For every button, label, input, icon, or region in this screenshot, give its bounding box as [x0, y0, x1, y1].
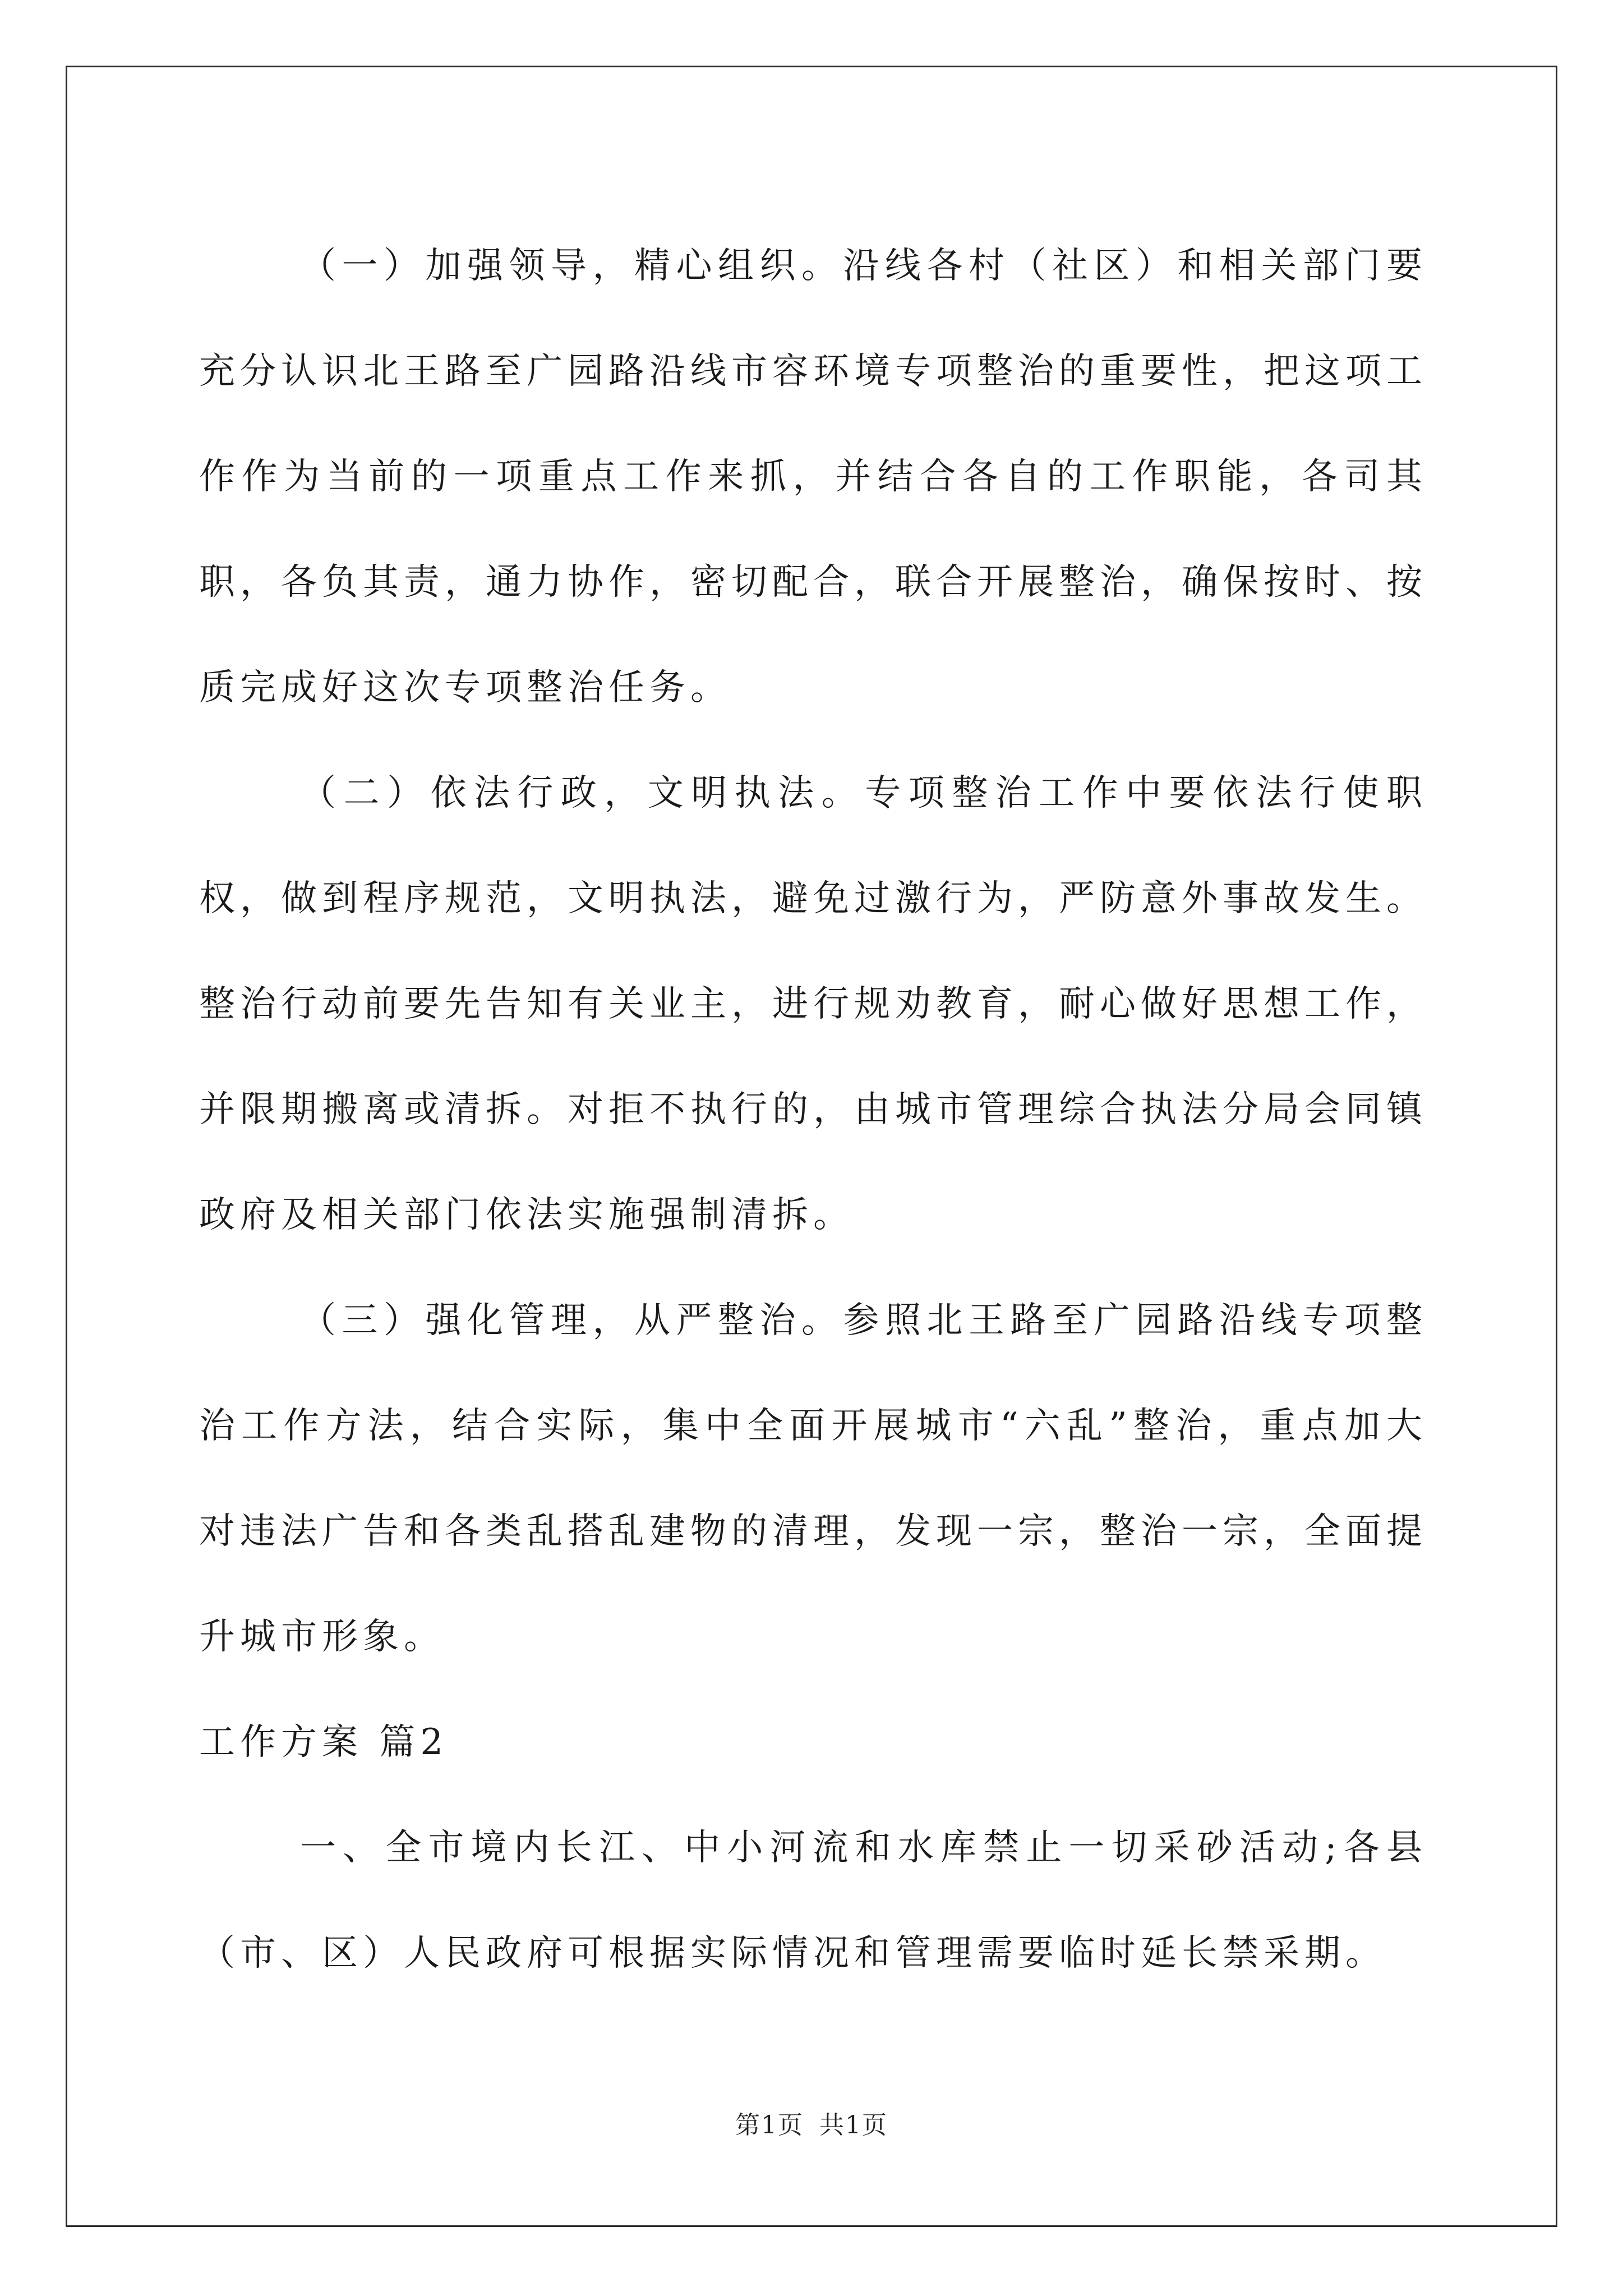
paragraph-2: （二）依法行政，文明执法。专项整治工作中要依法行使职权，做到程序规范，文明执法，避免过激行为，严防意外事故发生。整治行动前要先告知有关业主，进行规劝教育，耐心做好思想工作，并限期搬离或清拆。对拒不执行的，由城市管理综合执法分局会同镇政府及相关部门依法实施强制清拆。: [199, 772, 1427, 1236]
page-total: 共1页: [819, 2111, 888, 2139]
section-heading: 工作方案 篇2: [199, 1722, 449, 1763]
section-paragraph-1: 一、全市境内长江、中小河流和水库禁止一切采砂活动;各县（市、区）人民政府可根据实际情况和管理需要临时延长禁采期。: [199, 1827, 1427, 1974]
paragraph-1: （一）加强领导，精心组织。沿线各村（社区）和相关部门要充分认识北王路至广园路沿线市容环境专项整治的重要性，把这项工作作为当前的一项重点工作来抓，并结合各自的工作职能，各司其职，各负其责，通力协作，密切配合，联合开展整治，确保按时、按质完成好这次专项整治任务。: [199, 245, 1427, 708]
page-number: 第1页: [735, 2111, 804, 2139]
page-footer: [0, 2105, 1623, 2141]
paragraph-3: （三）强化管理，从严整治。参照北王路至广园路沿线专项整治工作方法，结合实际，集中全面开展城市“六乱”整治，重点加大对违法广告和各类乱搭乱建物的清理，发现一宗，整治一宗，全面提升城市形象。: [199, 1300, 1427, 1658]
document-body: [199, 213, 1427, 2006]
